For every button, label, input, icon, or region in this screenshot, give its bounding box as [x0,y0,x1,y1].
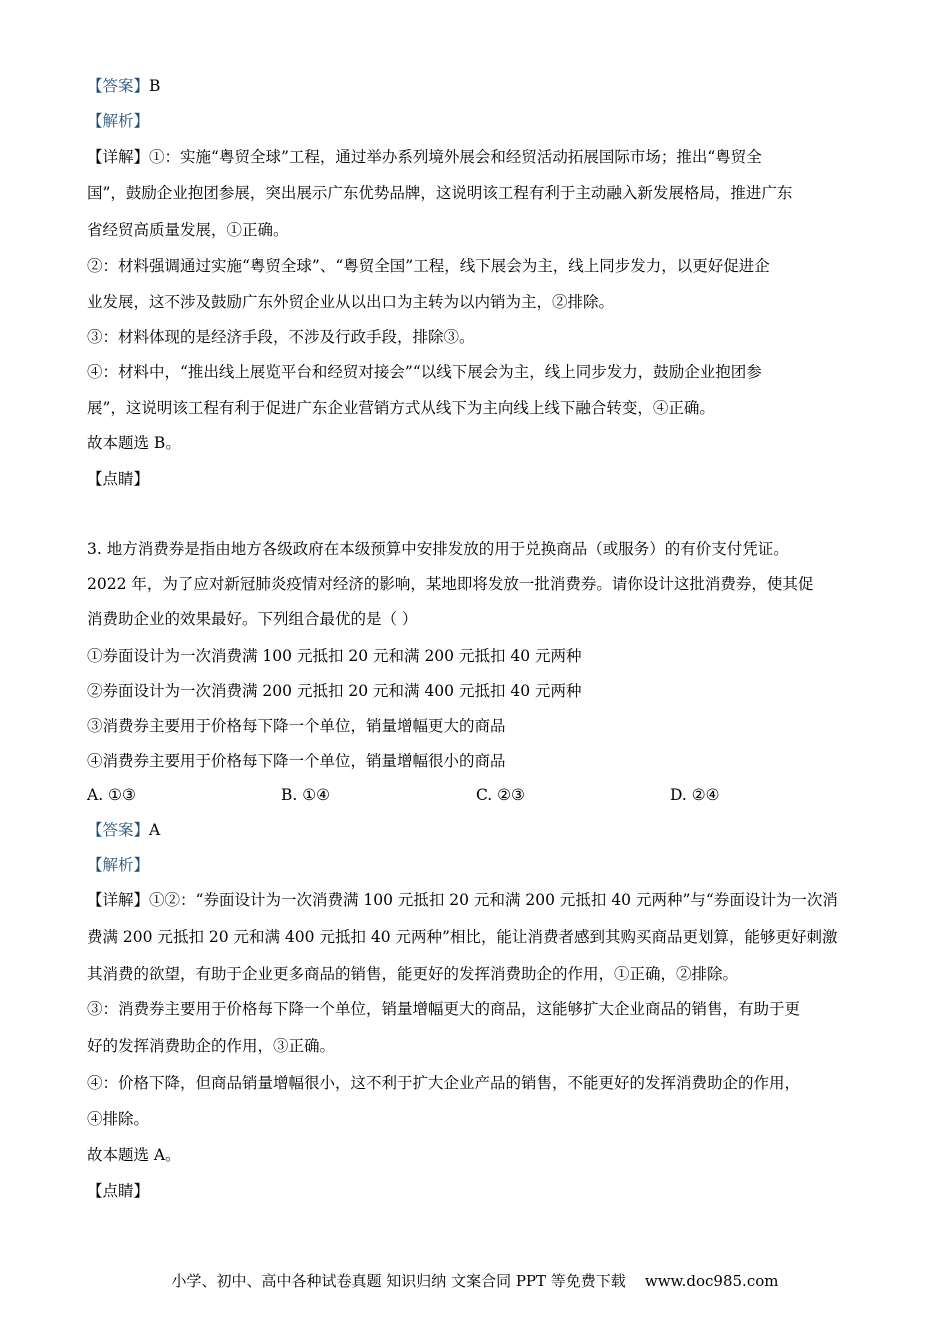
q3-detail-tag: 【详解】 [87,891,150,909]
q2-detail-line-7: ④：材料中，“推出线上展览平台和经贸对接会”“以线下展会为主，线上同步发力，鼓励企业抱团参 [87,363,762,381]
q3-stem-line-3: 消费助企业的效果最好。下列组合最优的是（ ） [87,610,418,628]
q2-answer-value: B [149,77,161,95]
q2-detail-line-6: ③：材料体现的是经济手段，不涉及行政手段，排除③。 [87,328,475,346]
q3-detail-line-5: 好的发挥消费助企的作用，③正确。 [87,1037,336,1055]
q3-detail-line-2: 费满 200 元抵扣 20 元和满 400 元抵扣 40 元两种”相比，能让消费者感到其购买商品更划算，能够更好刺激 [87,928,838,946]
q3-comment-tag: 【点睛】 [87,1182,150,1200]
q3-options [87,785,867,805]
q3-item-3: ③消费券主要用于价格每下降一个单位，销量增幅更大的商品 [87,717,506,735]
q2-detail-line-8: 展”，这说明该工程有利于促进广东企业营销方式从线下为主向线上线下融合转变，④正确。 [87,399,715,417]
q2-detail-line-5: 业发展，这不涉及鼓励广东外贸企业从以出口为主转为以内销为主，②排除。 [87,293,615,311]
q3-item-1: ①券面设计为一次消费满 100 元抵扣 20 元和满 200 元抵扣 40 元两种 [87,647,582,665]
q2-detail-text: ①：实施“粤贸全球”工程，通过举办系列境外展会和经贸活动拓展国际市场；推出“粤贸全 [149,148,762,166]
q2-answer-tag: 【答案】 [87,77,150,95]
q3-option-a: A. ①③ [87,786,136,804]
q3-detail-text: ①②：“券面设计为一次消费满 100 元抵扣 20 元和满 200 元抵扣 40 元两种”与“券面设计为一次消 [149,891,838,909]
q3-conclusion: 故本题选 A。 [87,1146,181,1164]
q3-answer-tag: 【答案】 [87,821,150,839]
q2-comment-tag: 【点睛】 [87,470,150,488]
page-footer [0,1271,950,1291]
q3-analysis-tag: 【解析】 [87,856,150,874]
q2-conclusion: 故本题选 B。 [87,434,181,452]
q3-item-2: ②券面设计为一次消费满 200 元抵扣 20 元和满 400 元抵扣 40 元两种 [87,682,582,700]
q3-detail-line-3: 其消费的欲望，有助于企业更多商品的销售，能更好的发挥消费助企的作用，①正确，②排除。 [87,965,739,983]
q3-detail-line-4: ③：消费券主要用于价格每下降一个单位，销量增幅更大的商品，这能够扩大企业商品的销售，有助于更 [87,1000,801,1018]
q3-detail-line-6: ④：价格下降，但商品销量增幅很小，这不利于扩大企业产品的销售，不能更好的发挥消费助企的作用， [87,1074,801,1092]
q3-comment-heading [87,1181,867,1201]
q2-detail-line-3: 省经贸高质量发展，①正确。 [87,221,289,239]
q3-item-4: ④消费券主要用于价格每下降一个单位，销量增幅很小的商品 [87,752,506,770]
q2-detail-line-2: 国”，鼓励企业抱团参展，突出展示广东优势品牌，这说明该工程有利于主动融入新发展格局，推进广东 [87,184,793,202]
q3-stem-line-1: 3. 地方消费券是指由地方各级政府在本级预算中安排发放的用于兑换商品（或服务）的有价支付凭证。 [87,540,789,558]
q2-answer [87,76,867,96]
q3-option-d: D. ②④ [670,786,720,804]
q3-answer-value: A [149,821,161,839]
q2-analysis-heading [87,111,867,131]
q3-analysis-heading [87,855,867,875]
q3-stem-line-2: 2022 年，为了应对新冠肺炎疫情对经济的影响，某地即将发放一批消费券。请你设计这批消费券，使其促 [87,575,814,593]
q2-detail-line-1 [87,147,867,167]
footer-url[interactable]: www.doc985.com [644,1272,779,1290]
q2-detail-line-4: ②：材料强调通过实施“粤贸全球”、“粤贸全国”工程，线下展会为主，线上同步发力，以更好促进企 [87,257,770,275]
q2-analysis-tag: 【解析】 [87,112,150,130]
q3-detail-line-7: ④排除。 [87,1110,150,1128]
q3-option-b: B. ①④ [281,786,331,804]
q2-detail-tag: 【详解】 [87,148,150,166]
q3-answer [87,820,867,840]
q2-comment-heading [87,469,867,489]
footer-text: 小学、初中、高中各种试卷真题 知识归纳 文案合同 PPT 等免费下载 [171,1272,626,1290]
q3-detail-line-1 [87,890,867,910]
q3-option-c: C. ②③ [476,786,525,804]
